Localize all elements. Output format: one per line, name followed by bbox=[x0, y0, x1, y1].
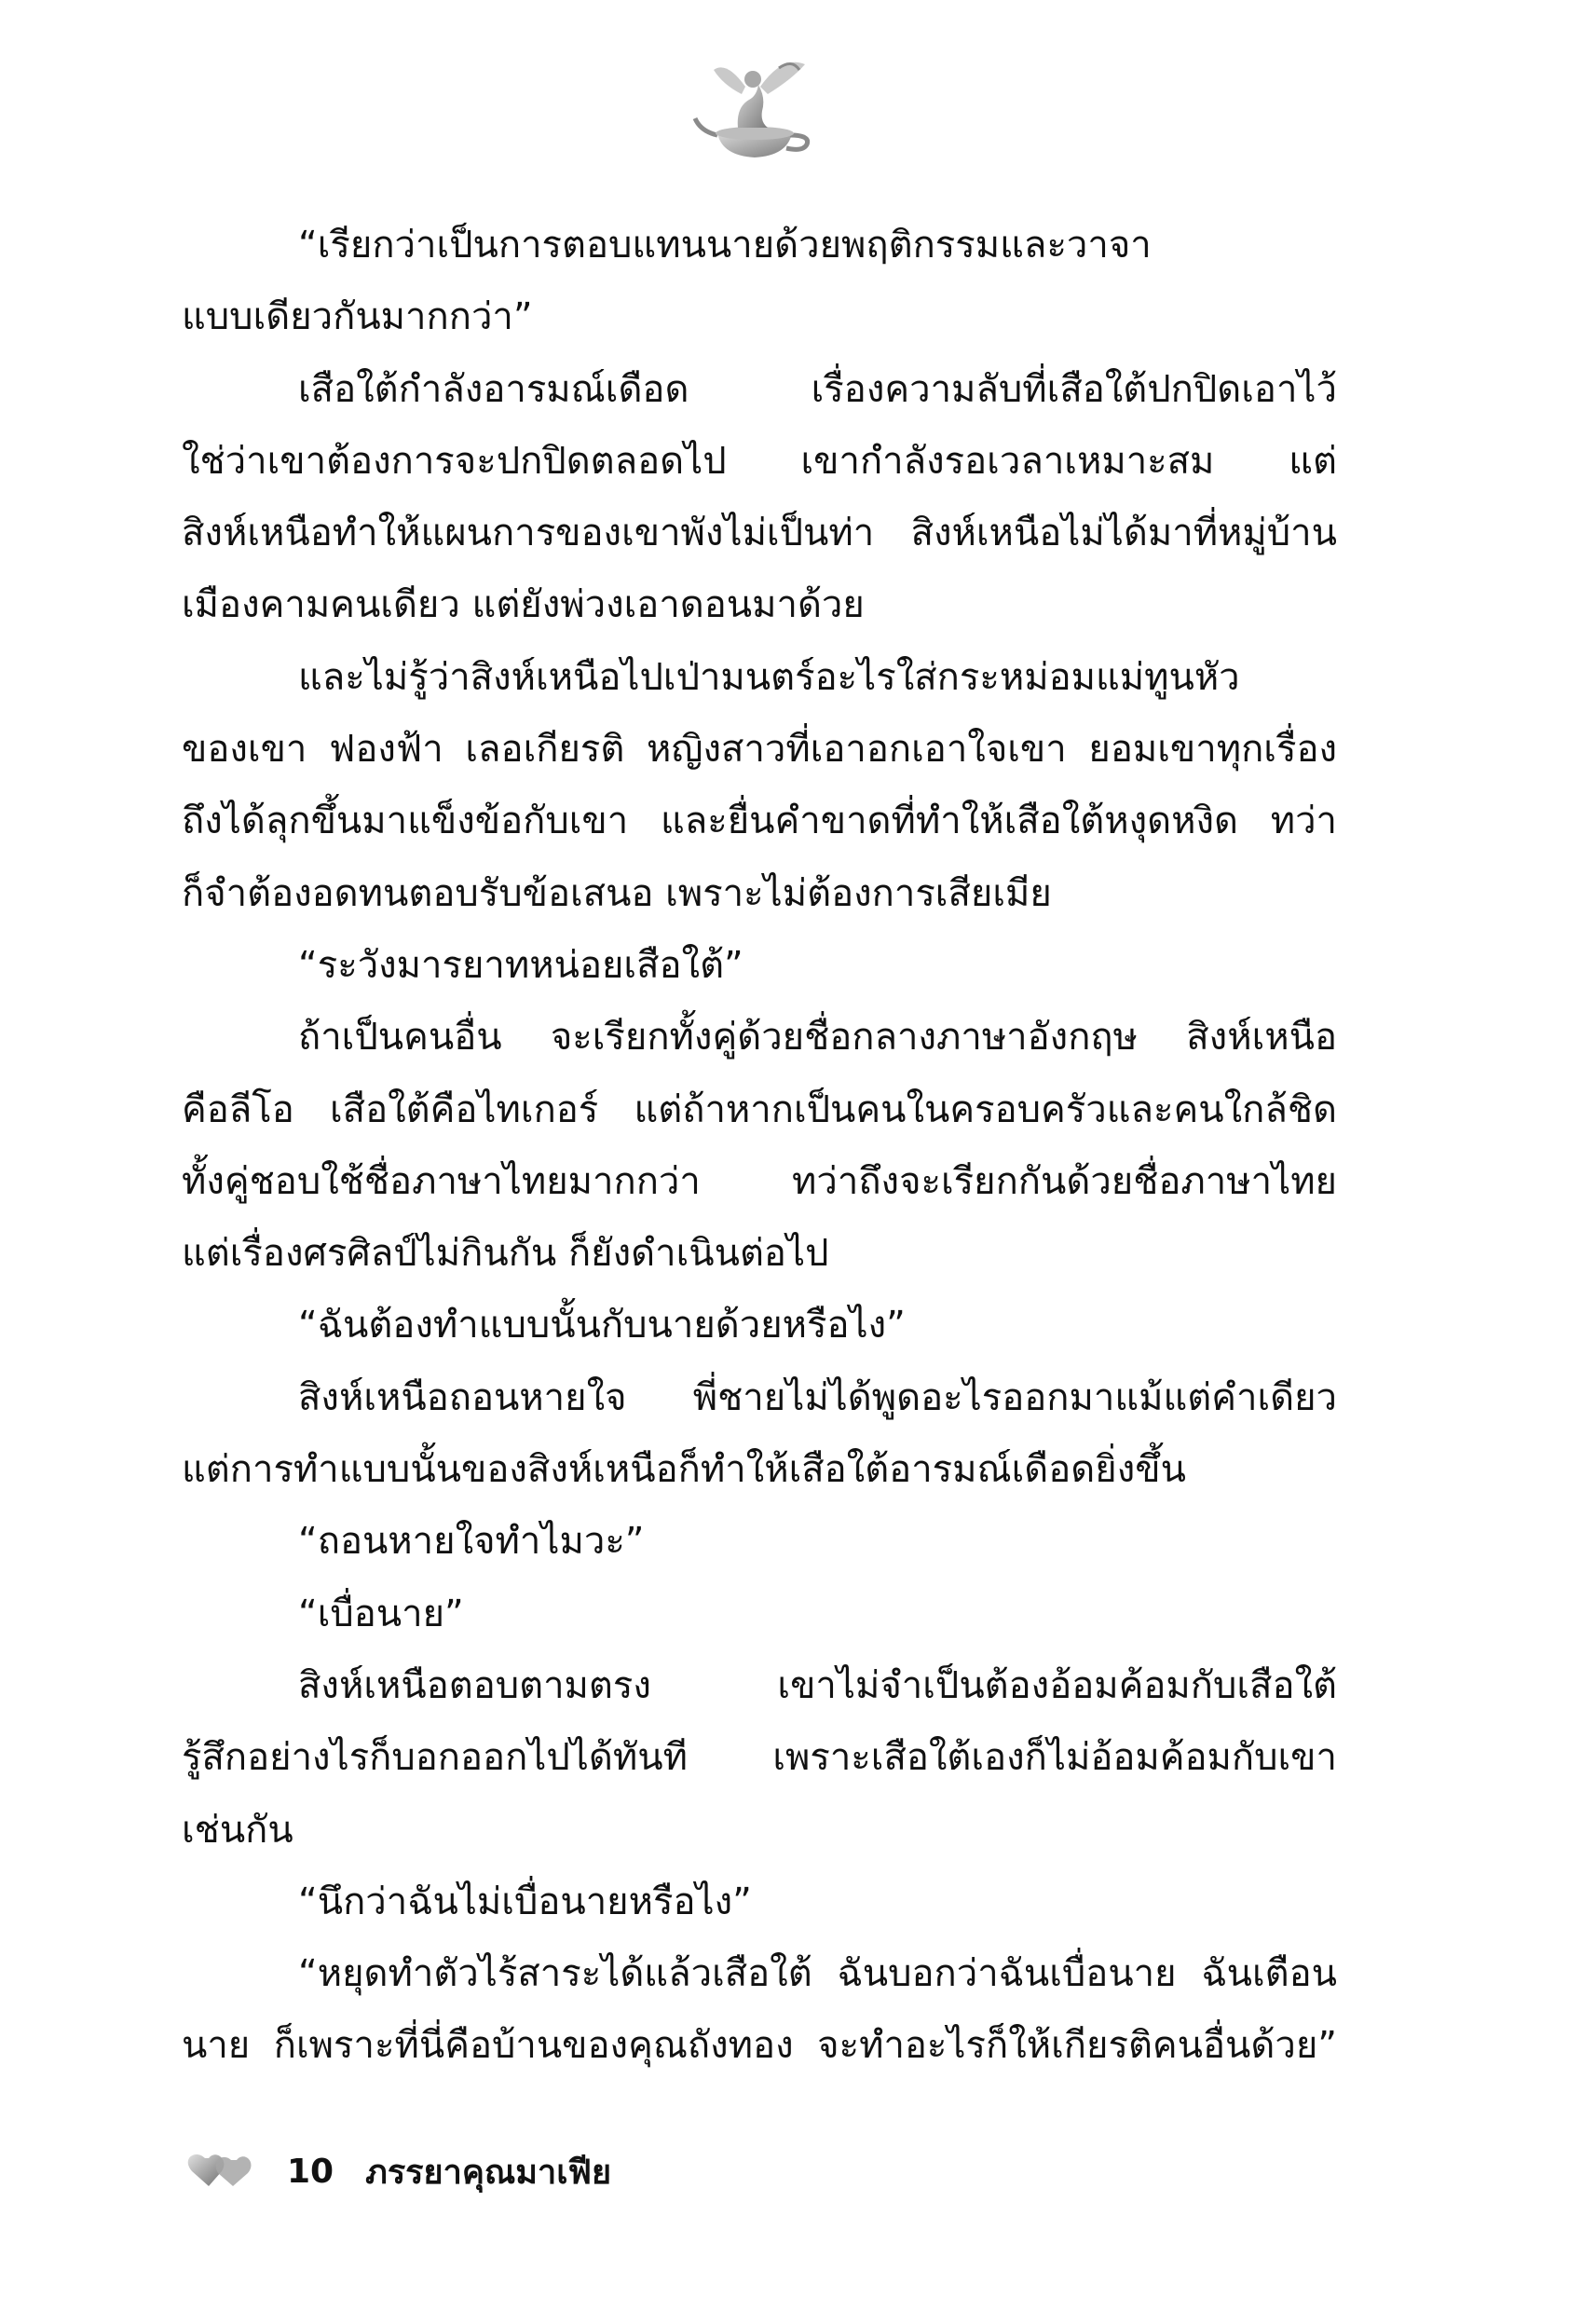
hearts-icon bbox=[186, 2151, 261, 2192]
page-number: 10 bbox=[287, 2152, 334, 2191]
text-line: แต่การทำแบบนั้นของสิงห์เหนือก็ทำให้เสือใต้อารมณ์เดือดยิ่งขึ้น bbox=[182, 1448, 1186, 1492]
text-line: “นึกว่าฉันไม่เบื่อนายหรือไง” bbox=[298, 1880, 752, 1923]
text-line: สิงห์เหนือตอบตามตรง เขาไม่จำเป็นต้องอ้อมค้อมกับเสือใต้ bbox=[298, 1663, 1337, 1707]
text-line: “หยุดทำตัวไร้สาระได้แล้วเสือใต้ ฉันบอกว่าฉันเบื่อนาย ฉันเตือน bbox=[298, 1952, 1337, 1996]
text-line: นาย ก็เพราะที่นี่คือบ้านของคุณถังทอง จะทำอะไรก็ให้เกียรติคนอื่นด้วย” bbox=[182, 2024, 1337, 2068]
text-line: แบบเดียวกันมากกว่า” bbox=[182, 295, 533, 339]
text-line: ทั้งคู่ชอบใช้ชื่อภาษาไทยมากกว่า ทว่าถึงจะเรียกกันด้วยชื่อภาษาไทย bbox=[182, 1159, 1337, 1203]
text-line: เสือใต้กำลังอารมณ์เดือด เรื่องความลับที่เสือใต้ปกปิดเอาไว้ bbox=[298, 367, 1337, 411]
text-line: ใช่ว่าเขาต้องการจะปกปิดตลอดไป เขากำลังรอเวลาเหมาะสม แต่ bbox=[182, 439, 1337, 483]
text-line: “เรียกว่าเป็นการตอบแทนนายด้วยพฤติกรรมและวาจา bbox=[298, 224, 1152, 267]
text-line: “ฉันต้องทำแบบนั้นกับนายด้วยหรือไง” bbox=[298, 1304, 906, 1347]
text-line: “เบื่อนาย” bbox=[298, 1592, 464, 1635]
text-line: ถ้าเป็นคนอื่น จะเรียกทั้งคู่ด้วยชื่อกลางภาษาอังกฤษ สิงห์เหนือ bbox=[298, 1016, 1337, 1060]
text-line: ถึงได้ลุกขึ้นมาแข็งข้อกับเขา และยื่นคำขาดที่ทำให้เสือใต้หงุดหงิด ทว่า bbox=[182, 800, 1337, 843]
text-line: ก็จำต้องอดทนตอบรับข้อเสนอ เพราะไม่ต้องการเสียเมีย bbox=[182, 871, 1052, 915]
text-line: เมืองคามคนเดียว แต่ยังพ่วงเอาดอนมาด้วย bbox=[182, 583, 865, 627]
book-title: ภรรยาคุณมาเฟีย bbox=[365, 2153, 612, 2192]
page-body-text bbox=[182, 210, 1337, 2083]
text-line: ของเขา ฟองฟ้า เลอเกียรติ หญิงสาวที่เอาอกเอาใจเขา ยอมเขาทุกเรื่อง bbox=[182, 728, 1337, 772]
text-line: และไม่รู้ว่าสิงห์เหนือไปเป่ามนตร์อะไรใส่กระหม่อมแม่ทูนหัว bbox=[298, 655, 1240, 699]
text-line: แต่เรื่องศรศิลป์ไม่กินกัน ก็ยังดำเนินต่อไป bbox=[182, 1232, 829, 1276]
text-line: เช่นกัน bbox=[182, 1808, 293, 1852]
text-line: สิงห์เหนือถอนหายใจ พี่ชายไม่ได้พูดอะไรออกมาแม้แต่คำเดียว bbox=[298, 1375, 1337, 1419]
text-line: “ระวังมารยาทหน่อยเสือใต้” bbox=[298, 943, 743, 987]
text-line: สิงห์เหนือทำให้แผนการของเขาพังไม่เป็นท่า สิงห์เหนือไม่ได้มาที่หมู่บ้าน bbox=[182, 512, 1337, 555]
text-line: “ถอนหายใจทำไมวะ” bbox=[298, 1520, 645, 1564]
page-footer bbox=[186, 2143, 611, 2199]
text-line: คือลีโอ เสือใต้คือไทเกอร์ แต่ถ้าหากเป็นคนในครอบครัวและคนใกล้ชิด bbox=[182, 1087, 1337, 1131]
cupid-teacup-ornament-icon bbox=[689, 51, 820, 163]
text-line: รู้สึกอย่างไรก็บอกออกไปได้ทันที เพราะเสือใต้เองก็ไม่อ้อมค้อมกับเขา bbox=[182, 1736, 1337, 1780]
